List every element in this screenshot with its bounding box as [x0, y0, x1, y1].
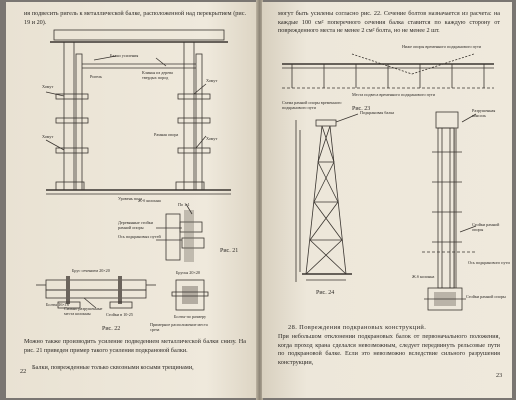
right-section-title: 28. Повреждения подкрановых конструкций. — [288, 324, 427, 331]
fig24-label-column: Ж.б колонна — [412, 274, 435, 279]
fig22-label-posts: Стойки в 10-25 — [106, 312, 133, 317]
fig21-label-clamp-left: Хомут — [42, 84, 54, 89]
fig24-label-scheme: Схема рамной опоры временного подкранового пути — [282, 100, 342, 110]
fig21-caption: Рис. 21 — [220, 248, 239, 254]
fig24-label-frame-posts: Стойки рамной опоры — [472, 222, 500, 232]
fig24-label-axis: Ось подкранового пути — [468, 260, 510, 265]
left-page — [6, 2, 257, 398]
fig21-label-floor: Уровень пола — [118, 196, 143, 201]
fig21-label-beams: Балки усиления — [110, 53, 139, 58]
fig24-caption: Рис. 24 — [316, 290, 335, 296]
fig22-label-damaged: Сильно разрушенные места колонны — [64, 306, 103, 316]
left-page-number: 22 — [20, 368, 27, 375]
left-top-paragraph: ия подвесить ригель к металлической балке, расположенной над перекрытием (рис. 19 и 20). — [24, 10, 246, 26]
right-bottom-paragraph: При небольшом отклонении подкрановых балок от первоначального положения, когда проход крана сделался невозможным, следует передвинуть рельсовые пути по подкрановой балке. Если это невозможно вследствие сильного разрушения конструкции, — [278, 333, 500, 366]
fig24-label-crane-beam: Подкрановая балка — [360, 110, 395, 115]
fig22-label-cut: Примерное расположение места среза — [150, 322, 208, 332]
right-top-paragraph: могут быть усилены согласно рис. 22. Сечение болтов назначается из расчета: на каждые 100 см² поперечного сечения балка ставится по каждую сторону от поврежденного места не менее 2 см² болта, но не менее 2 шт. — [278, 10, 500, 35]
fig24-label-frame-posts-2: Стойки рамной опоры — [466, 294, 506, 299]
right-page — [262, 2, 512, 398]
fig21-label-girder: Ригель — [90, 74, 103, 79]
fig21-label-column: Ж-б колонна — [138, 198, 161, 203]
fig21-label-wedges: Клинья из дерева твердых пород — [142, 70, 173, 80]
fig23-label-supports: Ниже опоры временного подкранового пути — [402, 44, 482, 49]
fig21-label-clamp-lower-right: Хомут — [206, 136, 218, 141]
fig21-label-frame-support: Рамная опора — [154, 132, 179, 137]
fig21-label-clamp-right: Хомут — [206, 78, 218, 83]
fig22-label-bolts: Болты 16×16 — [46, 302, 69, 307]
fig22-label-bolts-size: Болты-по размеру — [174, 314, 207, 319]
fig22-caption: Рис. 22 — [102, 326, 121, 332]
fig23-caption: Рис. 23 — [352, 106, 371, 112]
fig21-label-clamp-lower: Хомут — [42, 134, 54, 139]
fig21-label-section: По 1-1 — [178, 202, 190, 207]
fig24-label-console: Разрушенная консоль — [472, 108, 496, 118]
fig22-label-beams: Брусья 20×20 — [176, 270, 201, 275]
fig23-label-suspension: Места подвеса временного подкранового пути — [352, 92, 435, 97]
fig21-label-wooden-posts: Деревянные стойки рамной опоры — [118, 220, 154, 230]
fig21-label-axis: Ось подкрановых путей — [118, 234, 161, 239]
fig22-label-timber: Брус сечением 20×20 — [72, 268, 110, 273]
left-bottom-paragraph: Можно также производить усиление подведением металлической балки снизу. На рис. 21 приведен пример такого усиления подкрановой балки. — [24, 338, 246, 354]
right-page-number: 23 — [496, 372, 503, 379]
left-bottom-paragraph-2: Балки, поврежденные только сквозными косыми трещинами, — [32, 364, 194, 371]
